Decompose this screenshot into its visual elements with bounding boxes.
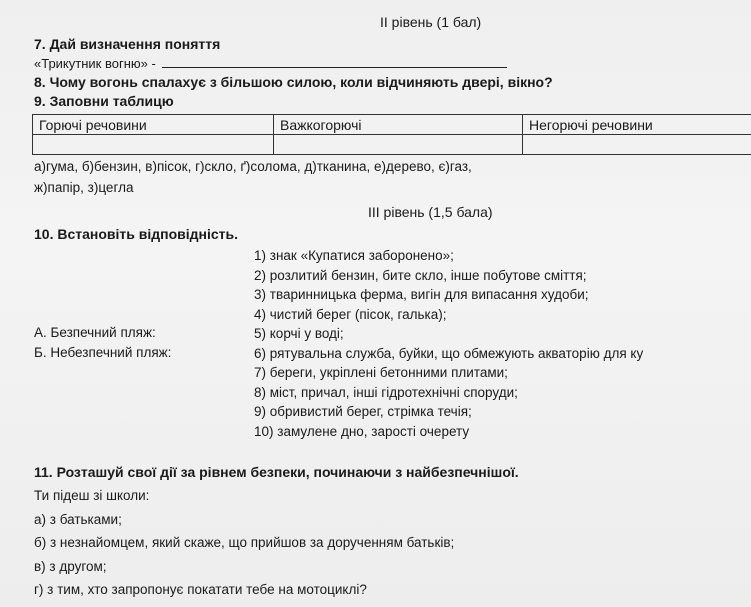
list-item: 4) чистий берег (пісок, галька); [254, 306, 447, 322]
table-answer-cell[interactable] [33, 135, 274, 155]
table-answer-cell[interactable] [274, 135, 523, 155]
list-item: 10) замулене дно, зарості очерету [254, 423, 470, 439]
list-item: б) з незнайомцем, який скаже, що прийшов за дорученням батьків; [34, 535, 455, 550]
question-9-options-line-2: ж)папір, з)цегла [34, 180, 134, 195]
table-answer-cell[interactable] [523, 135, 751, 155]
question-11-body [34, 484, 454, 602]
table-header-cell: Горючі речовини [33, 115, 274, 135]
answer-blank-line[interactable] [162, 55, 507, 68]
classification-table [32, 114, 751, 155]
question-10-title: 10. Встановіть відповідність. [34, 226, 239, 242]
question-11-intro: Ти підеш зі школи: [34, 488, 150, 503]
table-header-cell: Важкогорючі [274, 115, 523, 135]
list-item: 8) міст, причал, інші гідротехнічні споруди; [254, 384, 518, 400]
table-header-cell: Негорючі речовини [523, 115, 751, 135]
question-7-title: 7. Дай визначення поняття [34, 36, 221, 52]
list-item: 9) обривистий берег, стрімка течія; [254, 404, 472, 419]
level-3-heading: III рівень (1,5 бала) [368, 204, 493, 220]
question-10-option-a: А. Безпечний пляж: [34, 325, 156, 340]
level-2-heading: II рівень (1 бал) [380, 14, 482, 30]
question-9-title: 9. Заповни таблицю [34, 93, 174, 109]
table-header-row [33, 115, 751, 135]
list-item: 6) рятувальна служба, буйки, що обмежують акваторію для ку [254, 345, 644, 361]
table-row [33, 135, 751, 155]
list-item: 5) корчі у воді; [254, 326, 344, 341]
question-7-term [34, 55, 507, 71]
question-11-title: 11. Розташуй свої дії за рівнем безпеки, починаючи з найбезпечнішої. [34, 464, 519, 480]
list-item: 2) розлитий бензин, бите скло, інше побутове сміття; [254, 267, 587, 283]
question-9-options-line-1: а)гума, б)бензин, в)пісок, г)скло, ґ)солома, д)тканина, е)дерево, є)газ, [34, 159, 472, 174]
list-item: а) з батьками; [34, 511, 122, 527]
list-item: 3) тваринницька ферма, вигін для випасання худоби; [254, 287, 589, 302]
list-item: 1) знак «Купатися заборонено»; [254, 248, 454, 263]
list-item: 7) береги, укріплені бетонними плитами; [254, 365, 508, 380]
term-label: «Трикутник вогню» - [34, 56, 156, 71]
list-item: г) з тим, хто запропонує покатати тебе на мотоциклі? [34, 582, 367, 597]
question-8-title: 8. Чому вогонь спалахує з більшою силою, коли відчиняють двері, вікно? [34, 74, 553, 90]
question-10-option-b: Б. Небезпечний пляж: [34, 345, 172, 360]
list-item: в) з другом; [34, 558, 107, 574]
question-10-features-list [254, 246, 643, 441]
